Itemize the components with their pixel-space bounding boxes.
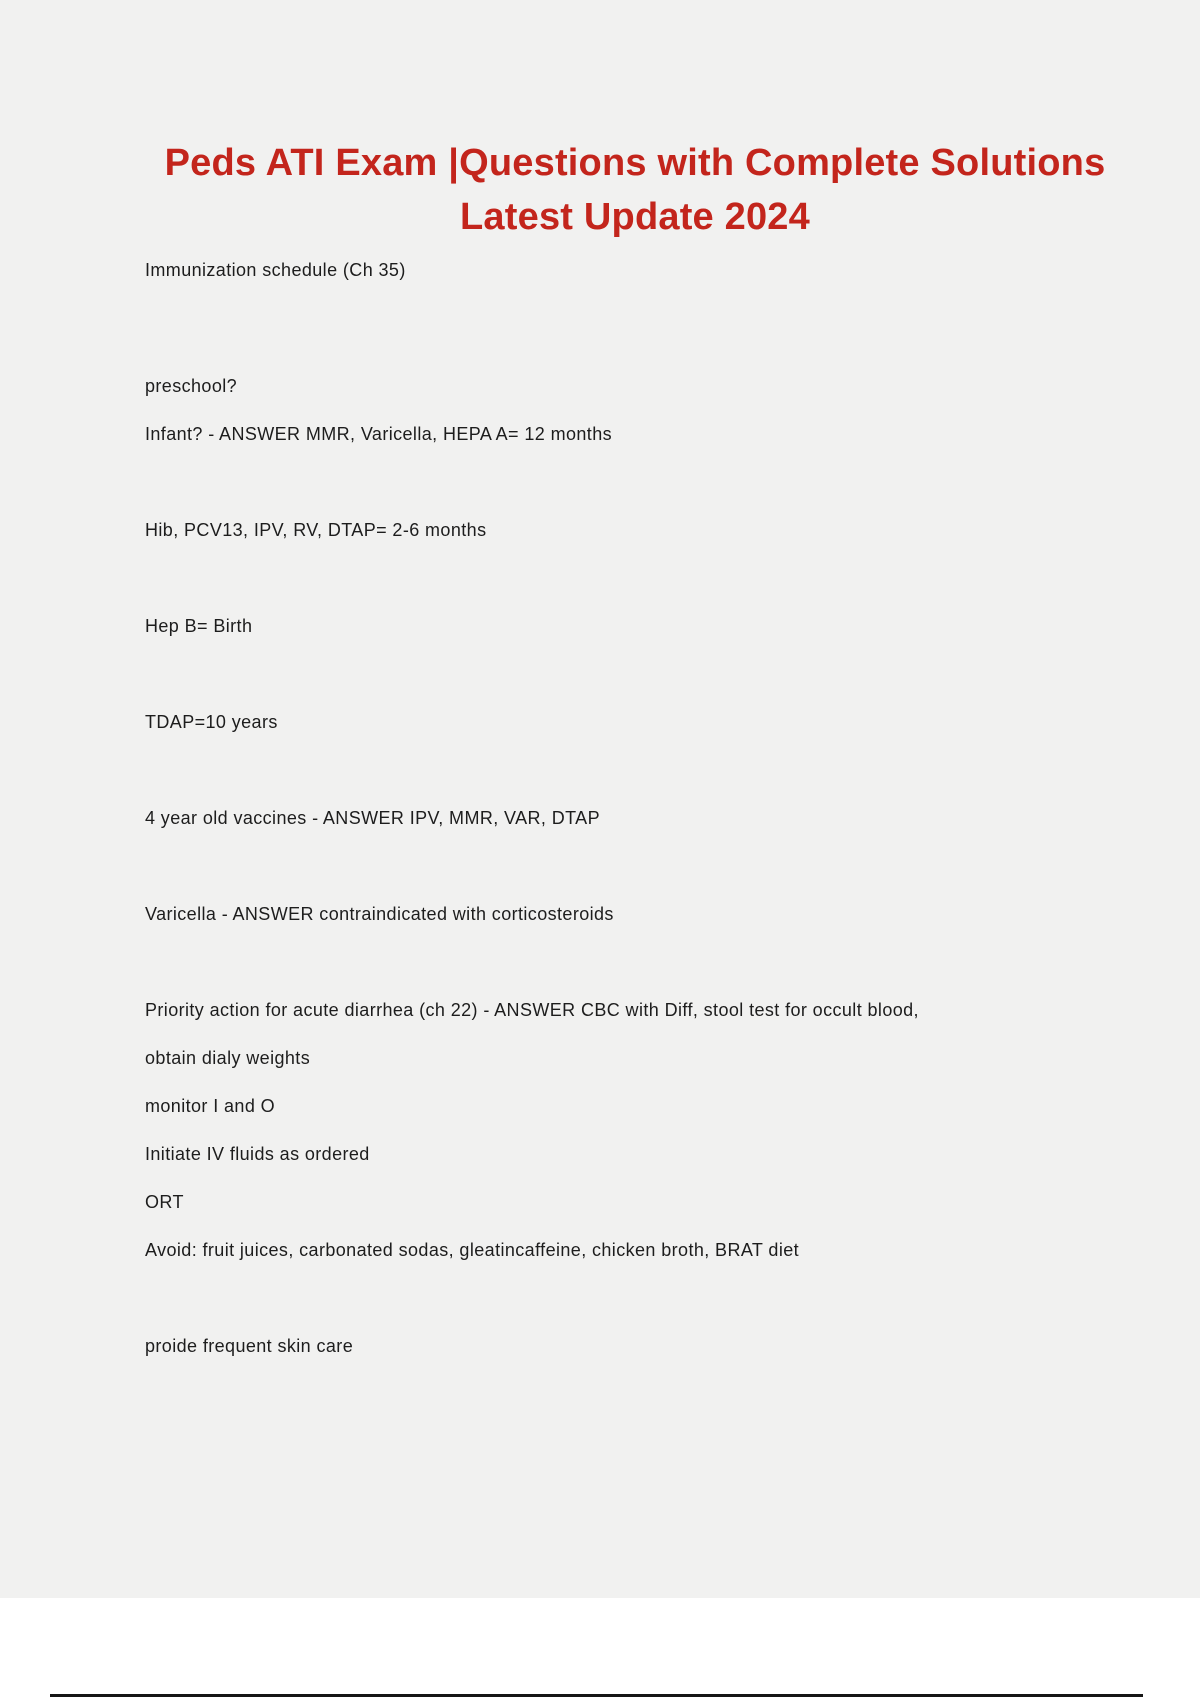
paragraph-block [145, 362, 1080, 458]
title-line-1: Peds ATI Exam |Questions with Complete Solutions [164, 142, 1106, 184]
paragraph-block [145, 246, 1080, 294]
text-line: Varicella - ANSWER contraindicated with corticosteroids [145, 904, 614, 924]
text-line: proide frequent skin care [145, 1336, 354, 1356]
text-line: preschool? [145, 376, 238, 396]
paragraph-block [145, 506, 1080, 554]
text-line: Immunization schedule (Ch 35) [145, 260, 406, 280]
text-line: Infant? - ANSWER MMR, Varicella, HEPA A= 12 months [145, 424, 613, 444]
text-line: 4 year old vaccines - ANSWER IPV, MMR, VAR, DTAP [145, 808, 600, 828]
text-line: ORT [145, 1192, 184, 1212]
text-line: Hep B= Birth [145, 616, 253, 636]
document-body [0, 246, 1200, 1370]
paragraph-block [145, 1322, 1080, 1370]
paragraph-block [145, 698, 1080, 746]
document-title [0, 136, 1200, 244]
title-line-2: Latest Update 2024 [460, 196, 810, 238]
paragraph-block [145, 986, 1080, 1274]
text-line: obtain dialy weights [145, 1048, 311, 1068]
text-line: monitor I and O [145, 1096, 276, 1116]
text-line: Avoid: fruit juices, carbonated sodas, gleatincaffeine, chicken broth, BRAT diet [145, 1240, 800, 1260]
paragraph-block [145, 794, 1080, 842]
page-footer-area [0, 1598, 1200, 1700]
bottom-divider-line [50, 1694, 1143, 1697]
paragraph-block [145, 890, 1080, 938]
paragraph-block [145, 602, 1080, 650]
text-line: Priority action for acute diarrhea (ch 22) - ANSWER CBC with Diff, stool test for occult blood, [145, 1000, 919, 1020]
text-line: TDAP=10 years [145, 712, 278, 732]
text-line: Initiate IV fluids as ordered [145, 1144, 370, 1164]
text-line: Hib, PCV13, IPV, RV, DTAP= 2-6 months [145, 520, 487, 540]
